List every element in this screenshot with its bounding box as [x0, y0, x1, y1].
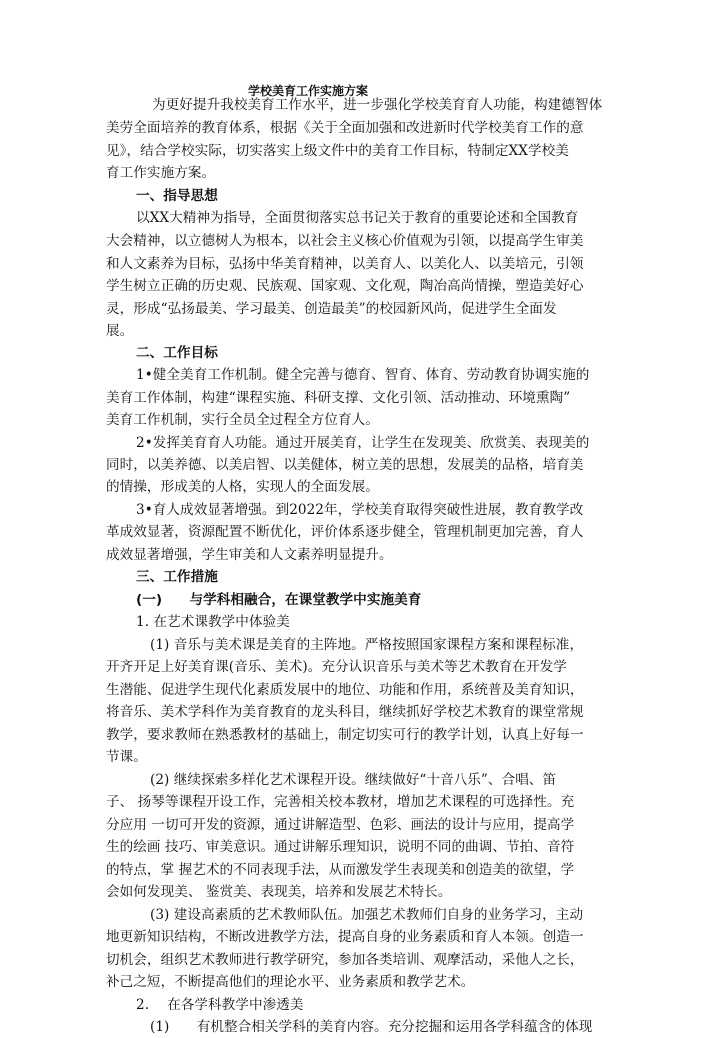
paragraph-line: 开齐开足上好美育课(音乐、美术)。充分认识音乐与美术等艺术教育在开发学 — [106, 659, 567, 675]
paragraph-line: 见》，结合学校实际，切实落实上级文件中的美育工作目标，特制定XX学校美 — [106, 143, 569, 159]
paragraph-line: 以XX大精神为指导，全面贯彻落实总书记关于教育的重要论述和全国教育 — [136, 210, 579, 226]
paragraph-line: 节课。 — [106, 749, 147, 765]
paragraph-line: 和人文素养为目标，弘扬中华美育精神，以美育人、以美化人、以美培元，引领 — [106, 256, 584, 272]
paragraph-line: (2) 继续探索多样化艺术课程开设。继续做好“十音八乐”、合唱、笛 — [150, 772, 557, 788]
paragraph-line: 革成效显著，资源配置不断优化，评价体系逐步健全，管理机制更加完善，育人 — [106, 524, 584, 540]
paragraph-line: 1•健全美育工作机制。健全完善与德育、智育、体育、劳动教育协调实施的 — [136, 367, 590, 383]
section-heading: 一、指导思想 — [136, 188, 218, 204]
paragraph-line: 生的绘画 技巧、审美意识。通过讲解乐理知识，说明不同的曲调、节拍、音符 — [106, 839, 575, 855]
paragraph-line: 1. 在艺术课教学中体验美 — [136, 614, 290, 630]
paragraph-line: 补己之短，不断提高他们的理论水平、业务素质和教学艺术。 — [106, 974, 475, 990]
paragraph-line: 的特点，掌 握艺术的不同表现手法，从而激发学生表现美和创造美的欲望，学 — [106, 862, 575, 878]
paragraph-line: 大会精神，以立德树人为根本，以社会主义核心价值观为引领，以提高学生审美 — [106, 233, 584, 249]
paragraph-line: 3•育人成效显著增强。到2022年，学校美育取得突破性进展，教育教学改 — [136, 502, 584, 518]
section-heading: 三、工作措施 — [136, 569, 218, 585]
paragraph-line: (1) 音乐与美术课是美育的主阵地。严格按照国家课程方案和课程标准， — [150, 637, 584, 653]
paragraph-line: 育工作实施方案。 — [106, 165, 216, 181]
section-heading: (一) 与学科相融合，在课堂教学中实施美育 — [136, 592, 422, 608]
paragraph-line: 美劳全面培养的教育体系，根据《关于全面加强和改进新时代学校美育工作的意 — [106, 120, 584, 136]
paragraph-line: 生潜能、促进学生现代化素质发展中的地位、功能和作用，系统普及美育知识， — [106, 682, 584, 698]
paragraph-line: 美育工作机制，实行全员全过程全方位育人。 — [106, 412, 379, 428]
paragraph-line: 分应用 一切可开发的资源，通过讲解造型、色彩、画法的设计与应用，提高学 — [106, 817, 575, 833]
paragraph-line: 同时，以美养德、以美启智、以美健体，树立美的思想，发展美的品格，培育美 — [106, 457, 584, 473]
paragraph-line: 美育工作体制，构建“课程实施、科研支撑、文化引领、活动推动、环境熏陶” — [106, 390, 571, 406]
paragraph-line: 教学，要求教师在熟悉教材的基础上，制定切实可行的教学计划，认真上好每一 — [106, 727, 584, 743]
paragraph-line: 的情操，形成美的人格，实现人的全面发展。 — [106, 479, 379, 495]
paragraph-line: 将音乐、美术学科作为美育教育的龙头科目，继续抓好学校艺术教育的课堂常规 — [106, 704, 584, 720]
paragraph-line: 子、 扬琴等课程开设工作，完善相关校本教材，增加艺术课程的可选择性。充 — [106, 794, 575, 810]
paragraph-line: 地更新知识结构，不断改进教学方法，提高自身的业务素质和育人本领。创造一 — [106, 929, 584, 945]
paragraph-line: 2•发挥美育育人功能。通过开展美育，让学生在发现美、欣赏美、表现美的 — [136, 435, 590, 451]
paragraph-line: 展。 — [106, 323, 134, 339]
paragraph-line: 为更好提升我校美育工作水平，进一步强化学校美育育人功能，构建德智体 — [152, 97, 603, 113]
paragraph-line: 切机会，组织艺术教师进行教学研究，参加各类培训、观摩活动，采他人之长， — [106, 952, 584, 968]
section-heading: 二、工作目标 — [136, 345, 218, 361]
paragraph-line: 成效显著增强，学生审美和人文素养明显提升。 — [106, 547, 393, 563]
document-title: 学校美育工作实施方案 — [248, 84, 369, 98]
paragraph-line: 学生树立正确的历史观、民族观、国家观、文化观，陶冶高尚情操，塑造美好心 — [106, 278, 584, 294]
paragraph-line: 2. 在各学科教学中渗透美 — [136, 997, 304, 1013]
paragraph-line: 灵，形成“弘扬最美、学习最美、创造最美”的校园新风尚，促进学生全面发 — [106, 301, 557, 317]
paragraph-line: (3) 建设高素质的艺术教师队伍。加强艺术教师们自身的业务学习，主动 — [150, 907, 584, 923]
paragraph-line: 会如何发现美、 鉴赏美、表现美，培养和发展艺术特长。 — [106, 884, 452, 900]
paragraph-line: (1) 有机整合相关学科的美育内容。充分挖掘和运用各学科蕴含的体现 — [150, 1019, 593, 1035]
